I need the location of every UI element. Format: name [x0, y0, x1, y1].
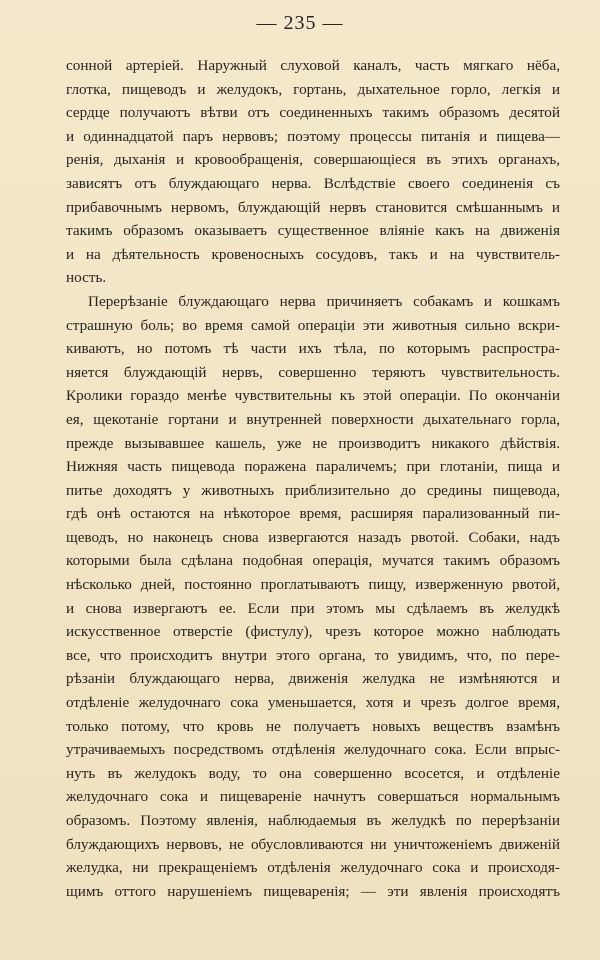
text-line: прежде вызывавшее кашель, уже не производитъ никакого дѣйствія.	[66, 434, 560, 452]
text-line: и снова извергаютъ ее. Если при этомъ мы сдѣлаемъ въ желудкѣ	[66, 599, 560, 617]
text-line: прибавочнымъ нервомъ, блуждающій нервъ становится смѣшаннымъ и	[66, 198, 560, 216]
text-line: ея, щекотаніе гортани и внутренней поверхности дыхательнаго горла,	[66, 410, 560, 428]
text-line: питье доходятъ у животныхъ приблизительно до средины пищевода,	[66, 481, 560, 499]
text-line: ность.	[66, 269, 107, 287]
text-line: няется блуждающій нервъ, совершенно теряютъ чувствительность.	[66, 363, 560, 381]
text-line: Нижняя часть пищевода поражена параличемъ; при глотаніи, пища и	[66, 458, 560, 476]
text-line: Кролики гораздо менѣе чувствительны къ этой операціи. По окончаніи	[66, 387, 560, 405]
text-line: и одиннадцатой паръ нервовъ; поэтому процессы питанія и пищева—	[66, 127, 560, 145]
text-line: желудка, ни прекращеніемъ отдѣленія желудочнаго сока и происходя-	[66, 859, 560, 877]
text-line: и на дѣятельность кровеносныхъ сосудовъ, такъ и на чувствитель-	[66, 245, 560, 263]
text-line: отдѣленіе желудочнаго сока уменьшается, хотя и чрезъ долгое время,	[66, 694, 560, 712]
page-number: — 235 —	[256, 12, 344, 34]
text-line: сердце получаютъ вѣтви отъ соединенныхъ такимъ образомъ десятой	[66, 104, 560, 122]
text-line: зависятъ отъ блуждающаго нерва. Вслѣдствіе своего соединенія съ	[66, 174, 560, 192]
text-line: щимъ оттого нарушеніемъ пищеваренія; — эти явленія происходятъ	[66, 882, 560, 900]
text-line: рѣзаніи блуждающаго нерва, движенія желудка не измѣняются и	[66, 670, 560, 688]
text-line: Перерѣзаніе блуждающаго нерва причиняетъ собакамъ и кошкамъ	[88, 292, 560, 310]
text-line: гдѣ онѣ остаются на нѣкоторое время, расширяя парализованный пи-	[66, 505, 560, 523]
text-line: которыми была сдѣлана подобная операція, мучатся такимъ образомъ	[66, 552, 560, 570]
text-line: киваютъ, но потомъ тѣ части ихъ тѣла, по которымъ распростра-	[66, 340, 560, 358]
text-line: утрачиваемыхъ посредствомъ отдѣленія желудочнаго сока. Если впрыс-	[66, 741, 560, 759]
text-line: такимъ образомъ оказываетъ существенное вліяніе какъ на движенія	[66, 222, 560, 240]
text-line: только потому, что кровь не получаетъ новыхъ веществъ взамѣнъ	[66, 717, 560, 735]
text-line: нуть въ желудокъ воду, то она совершенно всосется, и отдѣленіе	[66, 764, 560, 782]
text-line: искусственное отверстіе (фистулу), чрезъ которое можно наблюдать	[66, 623, 560, 641]
text-line: образомъ. Поэтому явленія, наблюдаемыя въ желудкѣ по перерѣзаніи	[66, 812, 560, 829]
text-line: глотка, пищеводъ и желудокъ, гортань, дыхательное горло, легкія и	[66, 80, 560, 98]
text-line: ренія, дыханія и кровообращенія, совершающіеся въ этихъ органахъ,	[66, 151, 560, 169]
text-line: все, что происходитъ внутри этого органа, то увидимъ, что, по пере-	[66, 646, 560, 664]
text-line: щеводъ, но наконецъ снова извергаются назадъ рвотой. Собаки, надъ	[66, 528, 560, 546]
text-line: нѣсколько дней, постоянно проглатываютъ пищу, изверженную рвотой,	[66, 576, 560, 594]
text-line: сонной артеріей. Наружный слуховой каналъ, часть мягкаго нёба,	[66, 57, 560, 74]
body-text	[66, 54, 560, 903]
text-line: блуждающихъ нервовъ, не обусловливаются ни уничтоженіемъ движеній	[66, 835, 560, 853]
text-line: страшную боль; во время самой операціи эти животныя сильно вскри-	[66, 316, 560, 334]
text-line: желудочнаго сока и пищевареніе начнутъ совершаться нормальнымъ	[66, 788, 560, 806]
